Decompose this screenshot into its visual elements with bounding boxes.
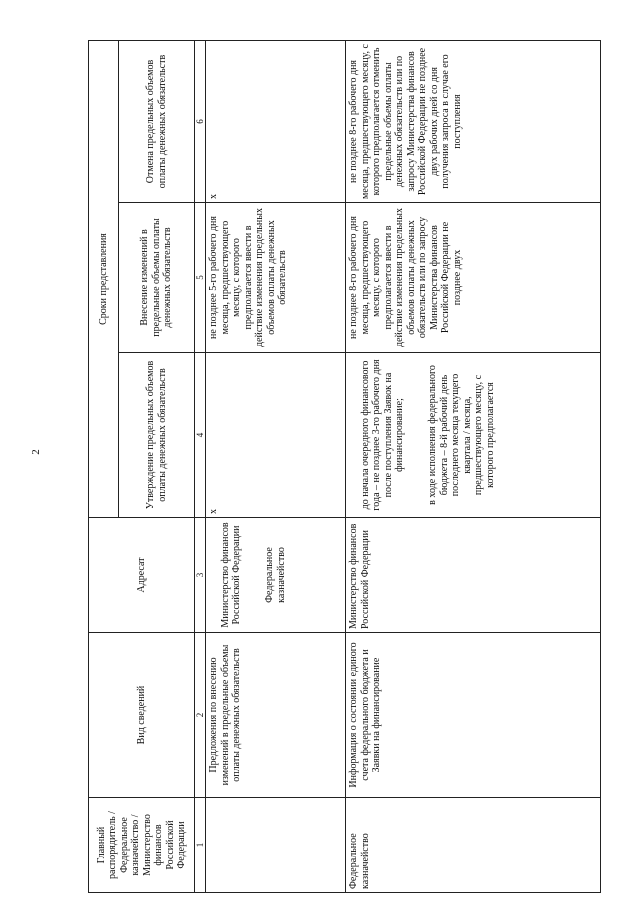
row1-c4: х bbox=[206, 353, 346, 518]
row2-c2: Информация о состоянии единого счета федерального бюджета и Заявки на финансирование bbox=[346, 633, 601, 798]
row2-c1: Федеральное казначейство bbox=[346, 798, 601, 893]
column-number: 3 bbox=[195, 518, 206, 633]
header-cell-5: Внесение изменений в предельные объемы оплаты денежных обязательств bbox=[119, 203, 195, 353]
header-cell-2: Вид сведений bbox=[89, 633, 195, 798]
column-number: 4 bbox=[195, 353, 206, 518]
row2-c4 bbox=[346, 353, 601, 518]
row1-c1 bbox=[206, 798, 346, 893]
group-header: Сроки представления bbox=[89, 40, 119, 517]
header-row-1 bbox=[89, 40, 119, 892]
row2-c6: не позднее 8-го рабочего дня месяца, предшествующего месяцу, с которого предполагается отменить предельные объемы оплаты денежных обязательств или по запросу Министерства финансов Российской Федерации не позднее двух рабочих дней со дня получения запроса в случае его поступления bbox=[346, 40, 601, 202]
header-cell-6: Отмена предельных объемов оплаты денежных обязательств bbox=[119, 40, 195, 202]
column-number-row bbox=[195, 40, 206, 892]
page-number: 2 bbox=[30, 449, 42, 455]
terms-table bbox=[88, 40, 601, 893]
column-number: 5 bbox=[195, 203, 206, 353]
header-cell-3: Адресат bbox=[89, 518, 195, 633]
table-row bbox=[346, 40, 601, 892]
row1-c3 bbox=[206, 518, 346, 633]
column-number: 2 bbox=[195, 633, 206, 798]
column-number: 6 bbox=[195, 40, 206, 202]
row2-c4-part-2: в ходе исполнения федерального бюджета – 8-й рабочий день последнего месяца текущего квартала / месяца, предшествующего месяцу, с которого предполагается bbox=[427, 365, 496, 505]
header-cell-1: Главный распорядитель / Федеральное казначейство / Министерство финансов Российской Федерации bbox=[89, 798, 195, 893]
row1-c2: Предложения по внесению изменений в предельные объемы оплаты денежных обязательств bbox=[206, 633, 346, 798]
row1-c6: х bbox=[206, 40, 346, 202]
column-number: 1 bbox=[195, 798, 206, 893]
table-row bbox=[206, 40, 346, 892]
row2-c5: не позднее 8-го рабочего дня месяца, предшествующего месяцу, с которого предполагается ввести в действие изменения предельных объемов оплаты денежных обязательств или по запросу Министерства финансов Российской Федерации не позднее двух bbox=[346, 203, 601, 353]
header-cell-4: Утверждение предельных объемов оплаты денежных обязательств bbox=[119, 353, 195, 518]
row2-c4-part-1: до начала очередного финансового года – не позднее 3-го рабочего дня после поступления Заявок на финансирование; bbox=[359, 359, 405, 511]
row1-c5: не позднее 5-го рабочего дня месяца, предшествующего месяцу, с которого предполагается ввести в действие изменения предельных объемов оплаты денежных обязательств bbox=[206, 203, 346, 353]
row1-c3-addressee-1: Министерство финансов Российской Федерации bbox=[219, 522, 242, 628]
row1-c3-addressee-2: Федеральное казначейство bbox=[264, 547, 287, 603]
row2-c3: Министерство финансов Российской Федерации bbox=[346, 518, 601, 633]
